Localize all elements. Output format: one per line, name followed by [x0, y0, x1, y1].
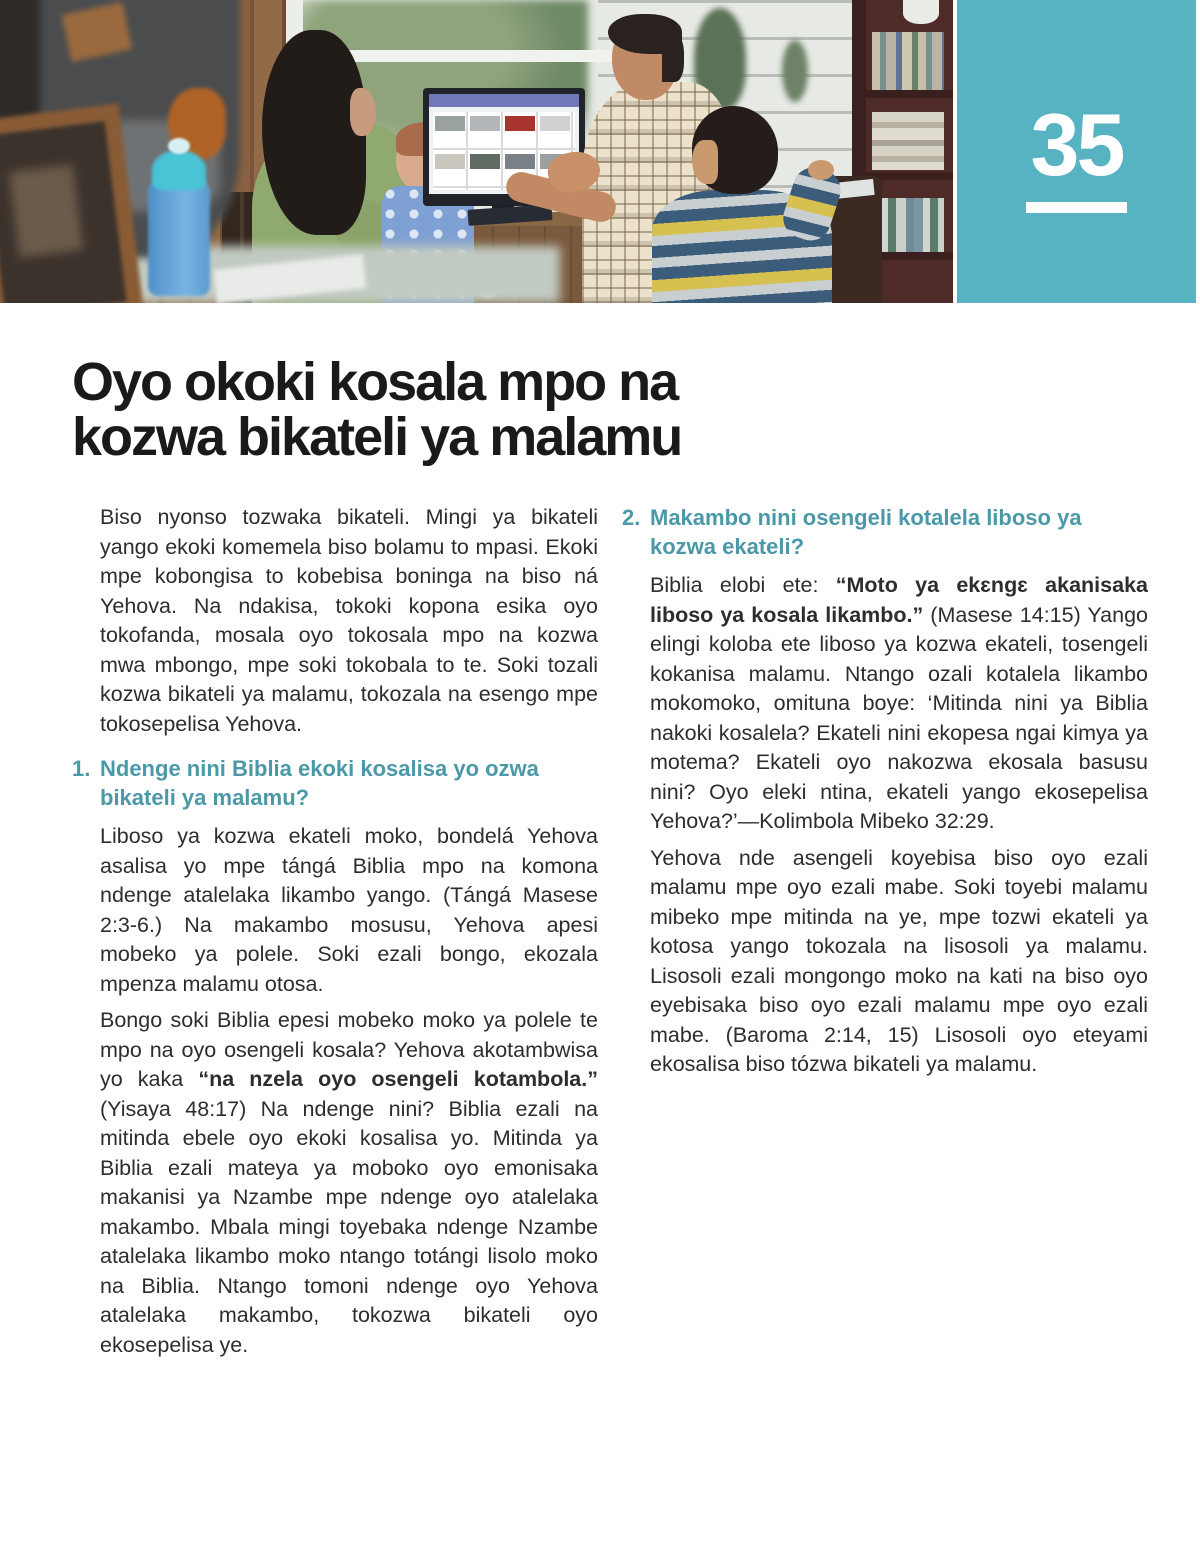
hero-section: [0, 0, 1200, 303]
page-title-line2: kozwa bikateli ya malamu: [72, 407, 682, 467]
photo-car-thumbnail: [470, 116, 500, 131]
photo-man-hair: [662, 34, 684, 82]
question-1-text: Ndenge nini Biblia ekoki kosalisa yo ozwa bikateli ya malamu?: [100, 756, 539, 810]
photo-car-thumbnail: [505, 154, 535, 169]
paragraph: Liboso ya kozwa ekateli moko, bondelá Yehova asalisa yo mpe tángá Biblia mpo na komona ndenge atalelaka likambo yango. (Tángá Masese 2:3-6.) Na makambo mosusu, Yehova apesi mobeko ya polele. Soki ezali bongo, ekozala mpenza malamu otosa.: [100, 824, 598, 996]
photo-sippy-cup-cap: [152, 150, 206, 190]
photo-car-thumbnail: [435, 154, 465, 169]
paragraph: Bongo soki Biblia epesi mobeko moko ya polele te mpo na oyo osengeli kosala? Yehova akotambwisa yo kaka “na nzela oyo osengeli kotambola.” (Yisaya 48:17) Na ndenge nini? Biblia ezali na mitinda ebele oyo ekoki kosalisa yo. Mitinda ya Biblia ezali mateya ya moboko oyo emonisaka makanisi ya Nzambe mpe ndenge oyo atalelaka makambo. Mbala mingi toyebaka ndenge Nzambe atalelaka likambo moko ntango totángi lisolo moko na Biblia. Ntango tomoni ndenge oyo Yehova atalelaka makambo, tokozwa bikateli oyo ekosepelisa ye.: [100, 1008, 598, 1357]
photo-car-thumbnail: [540, 116, 570, 131]
photo-car-thumbnail: [435, 116, 465, 131]
photo-website-header: [429, 94, 579, 107]
photo-books: [872, 112, 944, 170]
photo-picture-frame-photo: [9, 164, 83, 257]
question-2-number: 2.: [622, 505, 641, 530]
question-2-text: Makambo nini osengeli kotalela liboso ya kozwa ekateli?: [650, 505, 1082, 559]
page-title-line1: Oyo okoki kosala mpo na: [72, 352, 678, 412]
photo-vase: [903, 0, 939, 24]
paragraph: Biblia elobi ete: “Moto ya ekɛngɛ akanisaka liboso ya kosala likambo.” (Masese 14:15) Yango elingi koloba ete liboso ya kozwa ekateli, tosengeli kokanisa malamu. Ntango ozali kotalela likambo mokomoko, omituna boye: ‘Mitinda nini ya Biblia nakoki kosalela? Ekateli nini ekopesa ngai kimya ya motema? Ekateli oyo nakozwa ekosala basusu nini? Oyo eleki ntina, ekateli yango ekosepelisa Yehova?’—Kolimbola Mibeko 32:29.: [650, 573, 1148, 833]
question-2-heading: [622, 503, 1148, 561]
intro-paragraph: Biso nyonso tozwaka bikateli. Mingi ya bikateli yango ekoki komemela biso bolamu to mpasi. Ekoki mpe kobongisa to kobebisa boninga na biso ná Yehova. Na ndakisa, tokoki kopona esika oyo tokofanda, mosala oyo tokosala mpo na kozwa mwa mbongo, mpe soki tokobala to te. Soki tozali kozwa bikateli ya malamu, tokozala na esengo mpe tokosepelisa Yehova.: [100, 505, 598, 736]
photo-car-thumbnail: [505, 116, 535, 131]
photo-books: [872, 32, 944, 90]
photo-tree: [782, 40, 808, 102]
photo-boy-face: [692, 140, 718, 184]
page-title: [72, 352, 1200, 467]
chapter-number-block: [957, 0, 1196, 303]
photo-car-thumbnail: [470, 154, 500, 169]
chapter-number: 35: [1030, 94, 1123, 194]
photo-sippy-cup: [148, 178, 210, 296]
question-1-heading: [72, 754, 598, 812]
question-1-number: 1.: [72, 756, 91, 781]
photo-books: [872, 198, 944, 252]
family-photo: [0, 0, 953, 303]
photo-shelf-board: [866, 90, 953, 98]
photo-boy-hand: [808, 160, 834, 180]
right-column: [622, 503, 1148, 1367]
left-column: [72, 503, 598, 1367]
chapter-number-underline: [1026, 202, 1127, 213]
photo-sippy-cup-knob: [168, 138, 190, 154]
photo-woman-face: [350, 88, 376, 136]
paragraph: Yehova nde asengeli koyebisa biso oyo ezali malamu mpe oyo ezali mabe. Soki toyebi malamu mibeko mpe mitinda na ye, mpe tozwi ekateli ya kotosa yango tokozala na lisosoli ya malamu. Lisosoli ezali mongongo moko na kati na biso oyo eyebisaka biso oyo ezali malamu mpe oyo ezali mabe. (Baroma 2:14, 15) Lisosoli oyo eteyami ekosalisa biso tózwa bikateli ya malamu.: [650, 845, 1148, 1076]
photo-woman-hair: [262, 30, 366, 235]
text-columns: [72, 503, 1148, 1367]
